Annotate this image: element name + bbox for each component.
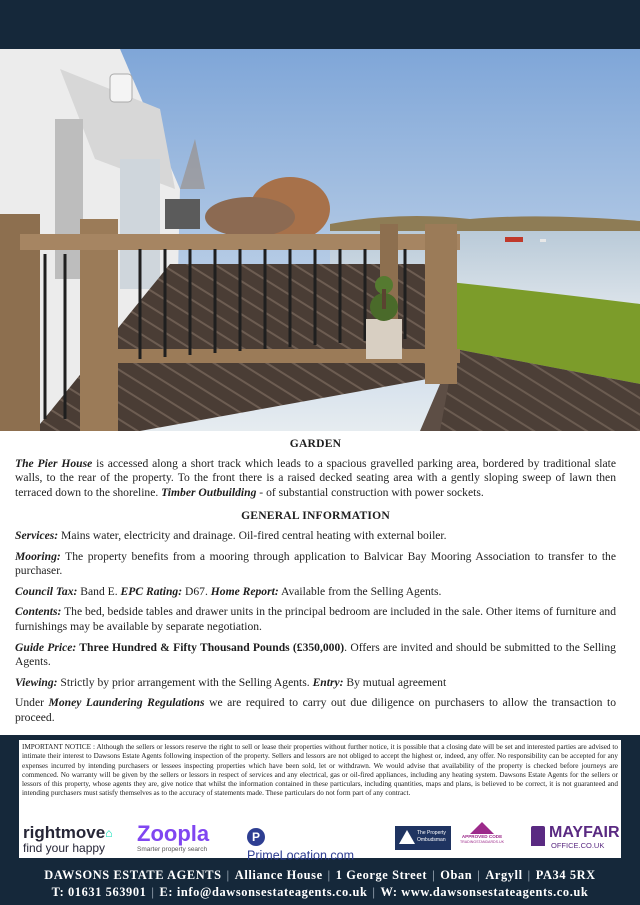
mayfair-wordmark: MAYFAIR bbox=[549, 824, 620, 841]
money-laundering-label: Money Laundering Regulations bbox=[48, 696, 205, 710]
guide-price-text: . Offers are invited and should be submitted to the Selling Agents. bbox=[15, 640, 616, 669]
rightmove-logo bbox=[23, 824, 121, 858]
county: Argyll bbox=[485, 868, 523, 882]
footer-contact-line bbox=[0, 884, 640, 901]
home-report-label: Home Report: bbox=[210, 584, 279, 598]
email-link[interactable]: E: info@dawsonsestateagents.co.uk bbox=[159, 885, 368, 899]
footer-address-line bbox=[0, 867, 640, 884]
contents-paragraph bbox=[15, 605, 616, 634]
prime-p-icon: P bbox=[247, 828, 265, 846]
separator: | bbox=[151, 885, 155, 899]
town: Oban bbox=[440, 868, 473, 882]
timber-outbuilding-label: Timber Outbuilding bbox=[161, 485, 257, 499]
zoopla-wordmark: Zoopla bbox=[137, 821, 210, 846]
garden-text: is accessed along a short track which leads to a spacious gravelled parking area, bordered by traditional slate walls, to the rear of the property. To the front there is a raised decked seating area with a gently sloping sweep of lawn then terraced down to the shoreline. bbox=[15, 456, 616, 499]
separator: | bbox=[432, 868, 436, 882]
money-laundering-text: we are required to carry out due diligence on purchasers to allow the transaction to proceed. bbox=[15, 696, 616, 724]
website-link[interactable]: W: www.dawsonsestateagents.co.uk bbox=[380, 885, 589, 899]
entry-label: Entry: bbox=[312, 675, 344, 689]
ombudsman-house-icon bbox=[399, 830, 415, 844]
aml-prefix: Under bbox=[15, 696, 49, 710]
garden-paragraph bbox=[15, 457, 616, 501]
trading-standards-text: TRADINGSTANDARDS.UK bbox=[459, 840, 505, 844]
agent-footer bbox=[0, 863, 640, 905]
money-laundering-paragraph bbox=[15, 696, 616, 725]
pier-house-name: The Pier House bbox=[15, 456, 93, 470]
viewing-text: Strictly by prior arrangement with the Selling Agents. bbox=[57, 675, 313, 689]
entry-text: By mutual agreement bbox=[343, 675, 447, 689]
notice-box bbox=[19, 740, 621, 863]
guide-price-paragraph bbox=[15, 641, 616, 670]
notice-panel bbox=[0, 735, 640, 863]
viewing-paragraph bbox=[15, 676, 616, 691]
approved-code-logo bbox=[459, 822, 505, 856]
top-banner bbox=[0, 0, 640, 49]
rightmove-wordmark: rightmove bbox=[23, 823, 106, 842]
house-icon: ⌂ bbox=[105, 826, 113, 840]
separator: | bbox=[527, 868, 531, 882]
services-text: Mains water, electricity and drainage. Oil-fired central heating with external boiler. bbox=[58, 528, 447, 542]
council-tax-label: Council Tax: bbox=[15, 584, 78, 598]
approved-code-text: APPROVED CODE bbox=[461, 834, 503, 839]
property-ombudsman-logo bbox=[395, 826, 451, 850]
primelocation-wordmark: PrimeLocation.com bbox=[247, 848, 354, 863]
mayfair-office-logo bbox=[529, 822, 619, 856]
mayfair-rook-icon bbox=[531, 826, 545, 846]
home-report-text: Available from the Selling Agents. bbox=[278, 584, 442, 598]
postcode: PA34 5RX bbox=[535, 868, 596, 882]
separator: | bbox=[226, 868, 230, 882]
important-notice-text: IMPORTANT NOTICE : Although the sellers or lessors reserve the right to sell or lease their properties without further notice, it is possible that a closing date will be set and interested parties are advised to intimate their interest to Dawsons Estate Agents following inspection of the property. Sellers and lessors are not obliged to accept the highest or, indeed, any offer. No responsibility can be accepted for any expenses incurred by intending purchasers or lessees inspecting properties which have been sold, let or withdrawn. We would advise that availability of the property is checked before journeys are commenced. No warranty will be given by the sellers or lessors in respect of services and any electrical, gas or oil-fired appliances, including any heating system. Dawsons Estate Agents for the sellers or lessors of this property, whose agents they are, give notice that whilst the information contained in these particulars, including quantities, maps and plans, is believed to be correct, it is not guaranteed and intending purchasers must satisfy themselves as to the accuracy of statements made. These particulars do not form part of any contract. bbox=[22, 743, 618, 798]
address-line-2: 1 George Street bbox=[335, 868, 428, 882]
zoopla-tagline: Smarter property search bbox=[137, 846, 208, 853]
company-name: DAWSONS ESTATE AGENTS bbox=[44, 868, 222, 882]
mooring-text: The property benefits from a mooring through application to Balvicar Bay Mooring Association to transfer to the purchaser. bbox=[15, 549, 616, 578]
zoopla-logo bbox=[137, 822, 227, 858]
guide-price-label: Guide Price: bbox=[15, 640, 77, 654]
council-tax-text: Band E. bbox=[77, 584, 121, 598]
council-tax-paragraph bbox=[15, 585, 616, 600]
separator: | bbox=[327, 868, 331, 882]
services-label: Services: bbox=[15, 528, 59, 542]
separator: | bbox=[372, 885, 376, 899]
contents-label: Contents: bbox=[15, 605, 62, 619]
property-details bbox=[15, 437, 616, 732]
ombudsman-line1: The Property bbox=[417, 830, 446, 836]
epc-label: EPC Rating: bbox=[120, 584, 183, 598]
mayfair-tagline: OFFICE.CO.UK bbox=[551, 841, 605, 850]
ombudsman-line2: Ombudsman bbox=[417, 837, 446, 843]
garden-decking-photo bbox=[0, 49, 640, 431]
primelocation-logo bbox=[247, 828, 375, 863]
rightmove-tagline: find your happy bbox=[23, 841, 106, 855]
garden-heading: GARDEN bbox=[289, 437, 342, 450]
guide-price-value: Three Hundred & Fifty Thousand Pounds (£350,000) bbox=[76, 640, 345, 654]
telephone: T: 01631 563901 bbox=[51, 885, 147, 899]
epc-text: D67. bbox=[182, 584, 211, 598]
outbuilding-text: - of substantial construction with power sockets. bbox=[256, 485, 484, 499]
approved-roof-icon bbox=[470, 822, 494, 834]
address-line-1: Alliance House bbox=[234, 868, 323, 882]
mooring-paragraph bbox=[15, 550, 616, 579]
services-paragraph bbox=[15, 529, 616, 544]
mooring-label: Mooring: bbox=[15, 549, 61, 563]
separator: | bbox=[477, 868, 481, 882]
logo-strip bbox=[19, 821, 621, 863]
general-information-heading: GENERAL INFORMATION bbox=[241, 509, 390, 523]
viewing-label: Viewing: bbox=[15, 675, 58, 689]
contents-text: The bed, bedside tables and drawer units in the principal bedroom are included in the sale. Other items of furniture and furnishings may be available by separate negotiation. bbox=[15, 605, 616, 633]
